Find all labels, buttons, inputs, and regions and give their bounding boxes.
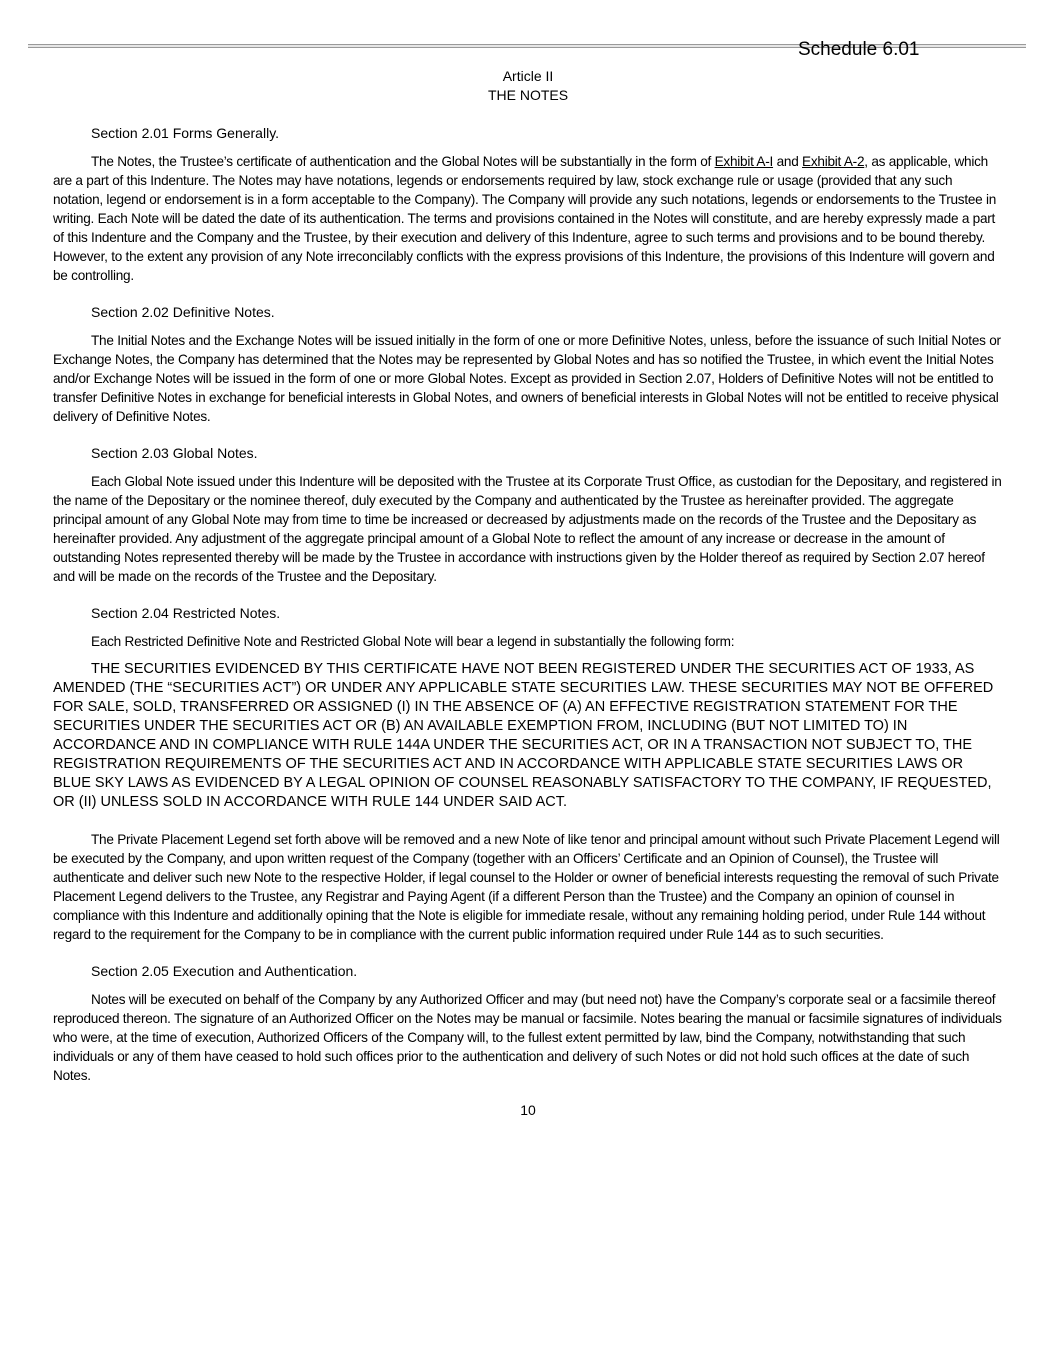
section-2-05-heading: Section 2.05 Execution and Authentication.: [91, 963, 358, 979]
private-placement-legend: THE SECURITIES EVIDENCED BY THIS CERTIFICATE HAVE NOT BEEN REGISTERED UNDER THE SECURITIES ACT OF 1933, AS AMENDED (THE “SECURITIES ACT”) OR UNDER ANY APPLICABLE STATE SECURITIES LAW. THESE SECURITIES MAY NOT BE OFFERED FOR SALE, SOLD, TRANSFERRED OR ASSIGNED (I) IN THE ABSENCE OF (A) AN EFFECTIVE REGISTRATION STATEMENT FOR THE SECURITIES UNDER THE SECURITIES ACT OR (B) AN AVAILABLE EXEMPTION FROM, INCLUDING (BUT NOT LIMITED TO) IN ACCORDANCE AND IN COMPLIANCE WITH RULE 144A UNDER THE SECURITIES ACT, OR IN A TRANSACTION NOT SUBJECT TO, THE REGISTRATION REQUIREMENTS OF THE SECURITIES ACT AND IN ACCORDANCE WITH APPLICABLE STATE SECURITIES LAWS OR BLUE SKY LAWS AS EVIDENCED BY A LEGAL OPINION OF COUNSEL REASONABLY SATISFACTORY TO THE COMPANY, IF REQUESTED, OR (II) UNLESS SOLD IN ACCORDANCE WITH RULE 144 UNDER SAID ACT.: [53, 661, 994, 810]
section-2-03-heading: Section 2.03 Global Notes.: [91, 445, 258, 461]
article-title: THE NOTES: [487, 87, 569, 103]
document-page: [53, 67, 1003, 1120]
section-2-04-intro: Each Restricted Definitive Note and Restricted Global Note will bear a legend in substantially the following form:: [91, 634, 735, 649]
text-run: The Notes, the Trustee’s certificate of authentication and the Global Notes will be substantially in the form of: [91, 154, 715, 169]
article-number: Article II: [502, 68, 554, 84]
section-2-05-paragraph: Notes will be executed on behalf of the Company by any Authorized Officer and may (but need not) have the Company’s corporate seal or a facsimile thereof reproduced thereon. The signature of an Authorized Officer on the Notes may be manual or facsimile. Notes bearing the manual or facsimile signatures of individuals who were, at the time of execution, Authorized Officers of the Company will, to the fullest extent permitted by law, bind the Company, notwithstanding that such individuals or any of them have ceased to hold such offices prior to the authentication and delivery of such Notes or did not hold such offices at the date of such Notes.: [53, 992, 1002, 1083]
exhibit-a1-link[interactable]: Exhibit A-I: [714, 154, 774, 169]
section-2-04-paragraph: The Private Placement Legend set forth above will be removed and a new Note of like tenor and principal amount without such Private Placement Legend will be executed by the Company, and upon written request of the Company (together with an Officers’ Certificate and an Opinion of Counsel), the Trustee will authenticate and deliver such new Note to the respective Holder, if legal counsel to the Holder or owner of beneficial interests requesting the removal of such Private Placement Legend delivers to the Trustee, any Registrar and Paying Agent (if a different Person than the Trustee) and the Company an opinion of counsel in compliance with this Indenture and additionally opining that the Note is eligible for immediate resale, without any remaining holding period, under Rule 144 without regard to the requirement for the Company to be in compliance with the current public information required under Rule 144 as to such securities.: [53, 832, 1000, 942]
section-2-01-heading: Section 2.01 Forms Generally.: [91, 125, 280, 141]
text-run: , as applicable, which are a part of this Indenture. The Notes may have notations, legends or endorsements required by law, stock exchange rule or usage (provided that any such notation, legend or endorsement is in a form acceptable to the Company). The Company will provide any such notations, legends or endorsements to the Trustee in writing. Each Note will be dated the date of its authentication. The terms and provisions contained in the Notes will constitute, and are hereby expressly made a part of this Indenture and the Company and the Trustee, by their execution and delivery of this Indenture, agree to such terms and provisions and to be bound thereby. However, to the extent any provision of any Note irreconcilably conflicts with the express provisions of this Indenture, the provisions of this Indenture will govern and be controlling.: [53, 154, 997, 283]
section-2-01-paragraph: [53, 152, 1003, 285]
page-number: 10: [520, 1102, 536, 1118]
section-2-04-heading: Section 2.04 Restricted Notes.: [91, 605, 281, 621]
section-2-02-paragraph: The Initial Notes and the Exchange Notes will be issued initially in the form of one or more Definitive Notes, unless, before the issuance of such Initial Notes or Exchange Notes, the Company has determined that the Notes may be represented by Global Notes and has so notified the Trustee, in which event the Initial Notes and/or Exchange Notes will be issued in the form of one or more Global Notes. Except as provided in Section 2.07, Holders of Definitive Notes will not be entitled to transfer Definitive Notes in exchange for beneficial interests in Global Notes, and owners of beneficial interests in Global Notes will not be entitled to receive physical delivery of Definitive Notes.: [53, 333, 1001, 424]
text-run: and: [773, 154, 803, 169]
schedule-label: Schedule 6.01: [798, 39, 920, 60]
section-2-02-heading: Section 2.02 Definitive Notes.: [91, 304, 275, 320]
section-2-03-paragraph: Each Global Note issued under this Indenture will be deposited with the Trustee at its Corporate Trust Office, as custodian for the Depositary, and registered in the name of the Depositary or the nominee thereof, duly executed by the Company and authenticated by the Trustee as hereinafter provided. The aggregate principal amount of any Global Note may from time to time be increased or decreased by adjustments made on the records of the Trustee and the Depositary as hereinafter provided. Any adjustment of the aggregate principal amount of a Global Note to reflect the amount of any increase or decrease in the amount of outstanding Notes represented thereby will be made by the Trustee in accordance with instructions given by the Holder thereof as required by Section 2.07 hereof and will be made on the records of the Trustee and the Depositary.: [53, 474, 1002, 584]
exhibit-a2-link[interactable]: Exhibit A-2: [802, 154, 865, 169]
